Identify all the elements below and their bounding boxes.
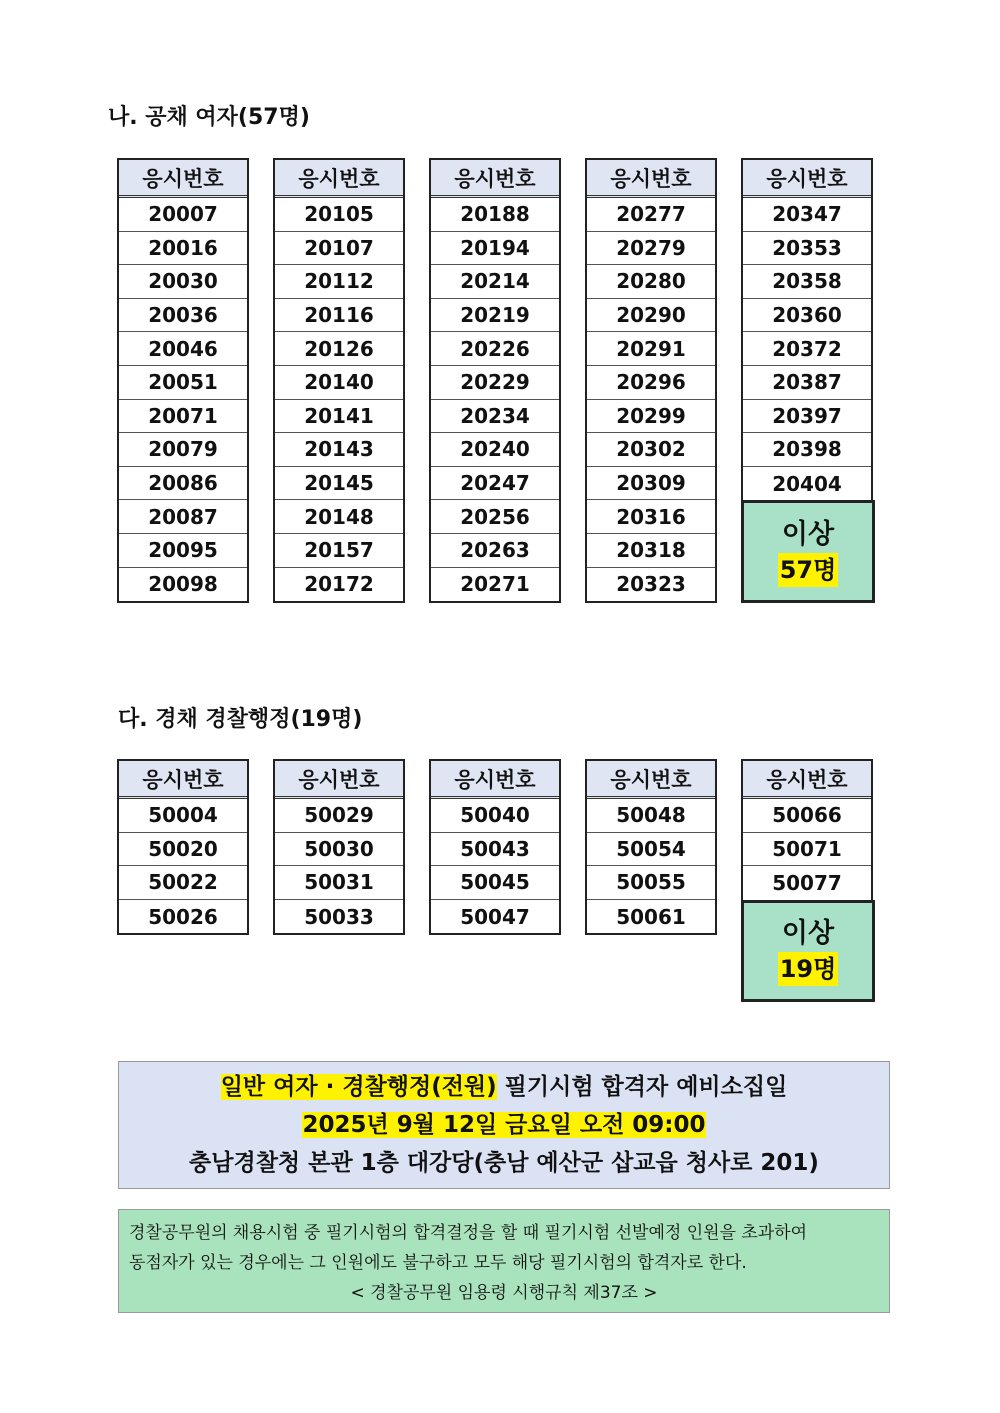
exam-number-cell: 50054 — [587, 833, 715, 867]
exam-number-cell: 20214 — [431, 265, 559, 299]
exam-number-cell: 20398 — [743, 433, 871, 467]
exam-number-cell: 20291 — [587, 332, 715, 366]
exam-number-cell: 50031 — [275, 866, 403, 900]
exam-number-cell: 20016 — [119, 232, 247, 266]
exam-number-cell: 50022 — [119, 866, 247, 900]
exam-number-cell: 50043 — [431, 833, 559, 867]
column-header: 응시번호 — [119, 761, 247, 799]
exam-number-cell: 20071 — [119, 400, 247, 434]
exam-number-cell: 50045 — [431, 866, 559, 900]
exam-number-cell: 20404 — [772, 471, 842, 496]
exam-number-cell: 20256 — [431, 500, 559, 534]
notice-datetime: 2025년 9월 12일 금요일 오전 09:00 — [302, 1112, 706, 1138]
column-header: 응시번호 — [431, 160, 559, 198]
column-header: 응시번호 — [431, 761, 559, 799]
exam-number-cell: 20372 — [743, 332, 871, 366]
exam-number-cell: 20358 — [743, 265, 871, 299]
rule-citation: < 경찰공무원 임용령 시행규칙 제37조 > — [350, 1283, 658, 1303]
notice-line-1-highlight: 일반 여자 · 경찰행정(전원) — [220, 1074, 497, 1100]
summary-label: 이상 — [781, 518, 835, 550]
exam-number-cell: 50029 — [275, 799, 403, 833]
exam-number-cell: 20397 — [743, 400, 871, 434]
exam-number-cell: 20296 — [587, 366, 715, 400]
exam-number-cell: 50030 — [275, 833, 403, 867]
number-column — [429, 759, 561, 935]
column-header: 응시번호 — [743, 160, 871, 198]
exam-number-cell: 20145 — [275, 467, 403, 501]
exam-number-cell: 20036 — [119, 299, 247, 333]
exam-number-cell: 20271 — [460, 572, 530, 597]
assembly-notice — [118, 1061, 890, 1189]
exam-number-cell: 20172 — [304, 572, 374, 597]
exam-number-cell: 20079 — [119, 433, 247, 467]
exam-number-cell: 20316 — [587, 500, 715, 534]
section-a-title: 나. 공채 여자(57명) — [108, 105, 310, 130]
exam-number-cell: 50048 — [587, 799, 715, 833]
summary-count: 57명 — [778, 553, 839, 587]
exam-number-cell: 20302 — [587, 433, 715, 467]
summary-box — [741, 500, 875, 603]
exam-number-cell: 50033 — [304, 904, 374, 929]
exam-number-cell: 20098 — [148, 572, 218, 597]
exam-number-cell: 50077 — [772, 870, 842, 895]
exam-number-cell: 20107 — [275, 232, 403, 266]
exam-number-cell: 20007 — [119, 198, 247, 232]
exam-number-cell: 20188 — [431, 198, 559, 232]
number-column — [741, 158, 873, 502]
summary-box — [741, 900, 875, 1002]
column-header: 응시번호 — [275, 761, 403, 799]
exam-number-cell: 50055 — [587, 866, 715, 900]
rule-line-1: 경찰공무원의 채용시험 중 필기시험의 합격결정을 할 때 필기시험 선발예정 인원을 초과하여 — [129, 1223, 808, 1243]
number-column — [585, 158, 717, 603]
exam-number-cell: 20112 — [275, 265, 403, 299]
exam-number-cell: 20240 — [431, 433, 559, 467]
exam-number-cell: 20299 — [587, 400, 715, 434]
exam-number-cell: 20387 — [743, 366, 871, 400]
tie-rule-box — [118, 1209, 890, 1313]
exam-number-cell: 20030 — [119, 265, 247, 299]
exam-number-cell: 20226 — [431, 332, 559, 366]
exam-number-cell: 20143 — [275, 433, 403, 467]
exam-number-cell: 50061 — [616, 904, 686, 929]
rule-line-2: 동점자가 있는 경우에는 그 인원에도 불구하고 모두 해당 필기시험의 합격자로 한다. — [129, 1253, 747, 1273]
exam-number-cell: 20051 — [119, 366, 247, 400]
summary-count: 19명 — [778, 952, 839, 986]
exam-number-cell: 50040 — [431, 799, 559, 833]
exam-number-cell: 20140 — [275, 366, 403, 400]
exam-number-cell: 20194 — [431, 232, 559, 266]
column-header: 응시번호 — [743, 761, 871, 799]
exam-number-cell: 20353 — [743, 232, 871, 266]
number-column — [273, 158, 405, 603]
exam-number-cell: 50071 — [743, 833, 871, 867]
exam-number-cell: 20157 — [275, 534, 403, 568]
section-b-title: 다. 경채 경찰행정(19명) — [118, 707, 363, 732]
exam-number-cell: 20046 — [119, 332, 247, 366]
exam-number-cell: 20148 — [275, 500, 403, 534]
exam-number-cell: 20229 — [431, 366, 559, 400]
exam-number-cell: 20347 — [743, 198, 871, 232]
exam-number-cell: 50047 — [460, 904, 530, 929]
exam-number-cell: 20360 — [743, 299, 871, 333]
column-header: 응시번호 — [587, 160, 715, 198]
exam-number-cell: 20290 — [587, 299, 715, 333]
exam-number-cell: 20263 — [431, 534, 559, 568]
notice-line-1-rest: 필기시험 합격자 예비소집일 — [496, 1074, 788, 1100]
notice-location: 충남경찰청 본관 1층 대강당(충남 예산군 삽교읍 청사로 201) — [189, 1150, 819, 1176]
exam-number-cell: 20279 — [587, 232, 715, 266]
column-header: 응시번호 — [275, 160, 403, 198]
column-header: 응시번호 — [587, 761, 715, 799]
exam-number-cell: 50020 — [119, 833, 247, 867]
exam-number-cell: 20280 — [587, 265, 715, 299]
exam-number-cell: 20247 — [431, 467, 559, 501]
exam-number-cell: 20126 — [275, 332, 403, 366]
number-column — [273, 759, 405, 935]
number-column — [429, 158, 561, 603]
summary-label: 이상 — [781, 917, 835, 949]
exam-number-cell: 50004 — [119, 799, 247, 833]
exam-number-cell: 20086 — [119, 467, 247, 501]
number-column — [741, 759, 873, 902]
exam-number-cell: 50026 — [148, 904, 218, 929]
exam-number-cell: 20323 — [616, 572, 686, 597]
exam-number-cell: 20116 — [275, 299, 403, 333]
column-header: 응시번호 — [119, 160, 247, 198]
exam-number-cell: 20277 — [587, 198, 715, 232]
exam-number-cell: 50066 — [743, 799, 871, 833]
exam-number-cell: 20309 — [587, 467, 715, 501]
exam-number-cell: 20105 — [275, 198, 403, 232]
exam-number-cell: 20318 — [587, 534, 715, 568]
exam-number-cell: 20095 — [119, 534, 247, 568]
exam-number-cell: 20087 — [119, 500, 247, 534]
notice-line-1 — [221, 1068, 788, 1106]
number-column — [117, 759, 249, 935]
number-column — [585, 759, 717, 935]
number-column — [117, 158, 249, 603]
exam-number-cell: 20141 — [275, 400, 403, 434]
exam-number-cell: 20219 — [431, 299, 559, 333]
exam-number-cell: 20234 — [431, 400, 559, 434]
